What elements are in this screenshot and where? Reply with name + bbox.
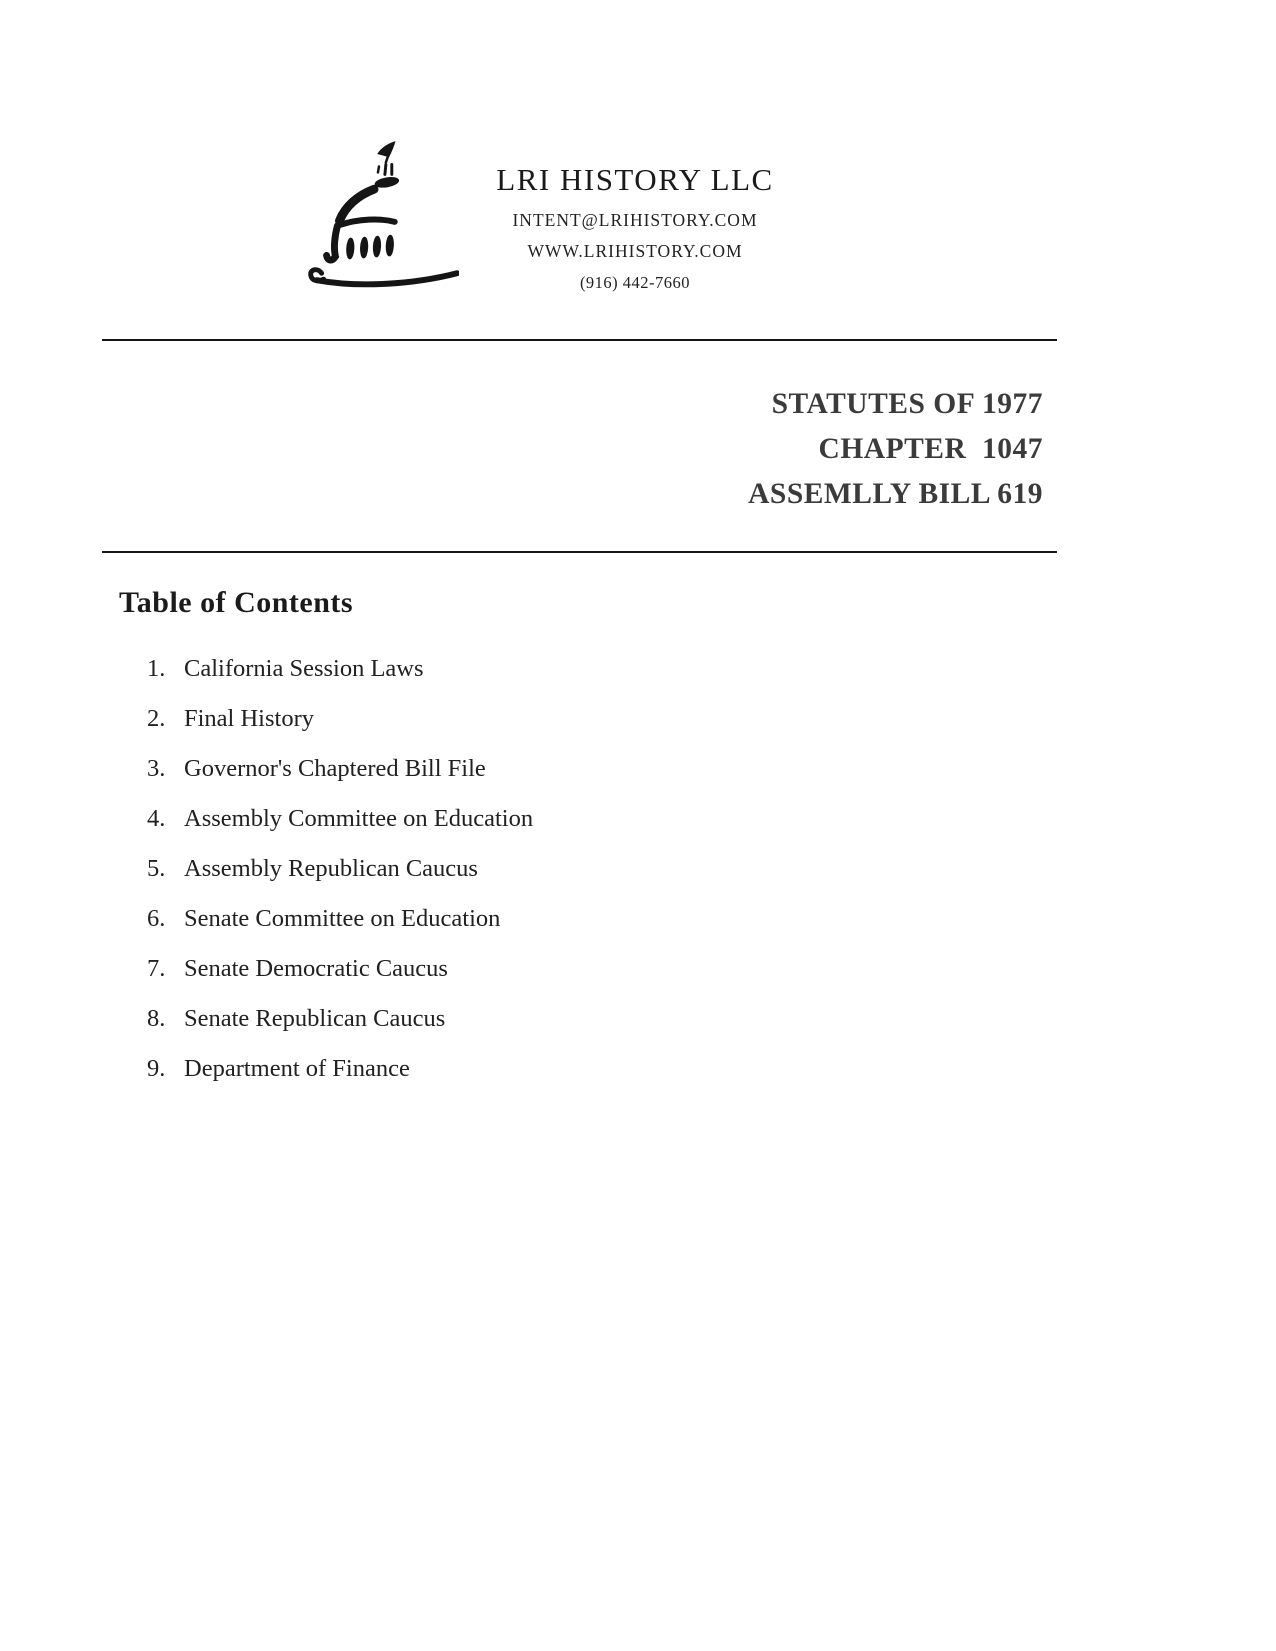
toc-item-label: Senate Republican Caucus — [184, 1005, 446, 1032]
toc-item-label: California Session Laws — [184, 655, 424, 682]
horizontal-rule-bottom — [102, 551, 1057, 553]
org-email: INTENT@LRIHISTORY.COM — [512, 210, 758, 230]
toc-item — [147, 954, 533, 984]
capitol-dome-logo-icon — [291, 126, 459, 294]
org-name: LRI HISTORY LLC — [496, 162, 774, 197]
toc-item — [147, 704, 533, 734]
toc-item-label: Senate Democratic Caucus — [184, 955, 448, 982]
toc-item-label: Assembly Committee on Education — [184, 805, 534, 832]
toc-item-number: 2. — [147, 705, 166, 732]
toc-item — [147, 654, 533, 684]
assembly-bill-line: ASSEMLLY BILL 619 — [748, 478, 1043, 510]
horizontal-rule-top — [102, 339, 1057, 341]
toc-item-number: 6. — [147, 905, 166, 932]
toc-item-number: 8. — [147, 1005, 166, 1032]
toc-item-label: Assembly Republican Caucus — [184, 855, 478, 882]
org-phone: (916) 442-7660 — [579, 273, 691, 292]
org-website: WWW.LRIHISTORY.COM — [527, 241, 743, 261]
toc-item-label: Department of Finance — [184, 1055, 410, 1082]
toc-item — [147, 754, 533, 784]
statutes-year-line: STATUTES OF 1977 — [771, 388, 1043, 420]
toc-item — [147, 904, 533, 934]
toc-item-label: Final History — [184, 705, 314, 732]
toc-item — [147, 1054, 533, 1084]
statute-title-block — [748, 382, 1043, 517]
toc-item — [147, 804, 533, 834]
toc-item-number: 9. — [147, 1055, 166, 1082]
toc-item-label: Senate Committee on Education — [184, 905, 501, 932]
toc-item-number: 1. — [147, 655, 166, 682]
toc-item-number: 7. — [147, 955, 166, 982]
toc-item-number: 3. — [147, 755, 166, 782]
toc-list — [147, 654, 533, 1104]
toc-item — [147, 1004, 533, 1034]
toc-item-label: Governor's Chaptered Bill File — [184, 755, 486, 782]
toc-item-number: 5. — [147, 855, 166, 882]
toc-item — [147, 854, 533, 884]
chapter-line: CHAPTER 1047 — [818, 433, 1043, 465]
letterhead — [455, 164, 815, 292]
toc-heading: Table of Contents — [119, 586, 354, 619]
toc-item-number: 4. — [147, 805, 166, 832]
